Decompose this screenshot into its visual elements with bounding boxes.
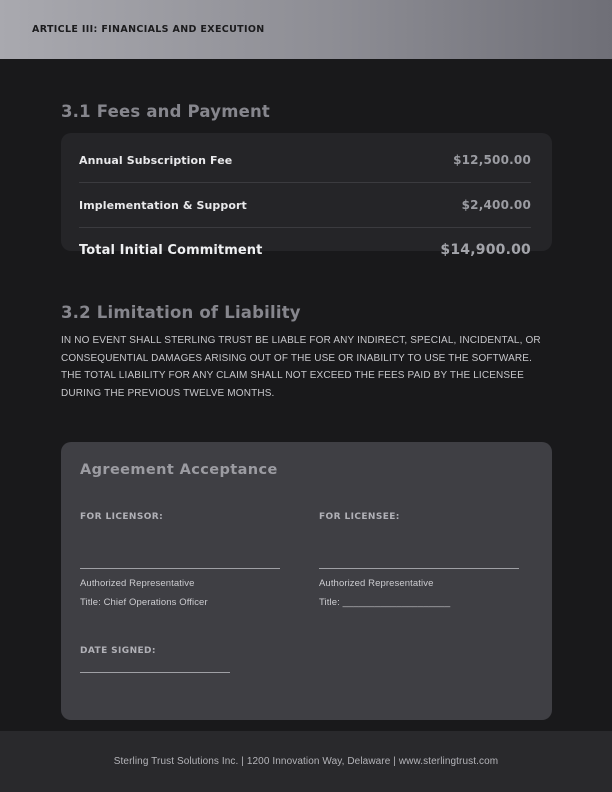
licensee-signer-title: Title: ____________________	[319, 597, 451, 609]
fee-row-implementation-support	[79, 183, 531, 227]
licensee-signature-line	[319, 568, 519, 569]
page-content	[0, 102, 612, 720]
date-signed-line	[80, 672, 230, 673]
licensor-signature-line	[80, 568, 280, 569]
licensor-signer-name: Authorized Representative	[80, 578, 195, 590]
licensor-signature-block	[80, 512, 280, 608]
liability-clause-text: IN NO EVENT SHALL STERLING TRUST BE LIABLE FOR ANY INDIRECT, SPECIAL, INCIDENTAL, OR CONSEQUENTIAL DAMAGES ARISING OUT OF THE USE OR INABILITY TO USE THE SOFTWARE. THE TOTAL LIABILITY FOR ANY CLAIM SHALL NOT EXCEED THE FEES PAID BY THE LICENSEE DURING THE PREVIOUS TWELVE MONTHS.	[61, 335, 541, 399]
licensor-signer-title: Title: Chief Operations Officer	[80, 597, 208, 609]
date-signed-label: DATE SIGNED:	[80, 646, 156, 657]
fees-table-card	[61, 133, 552, 258]
licensee-signer-name: Authorized Representative	[319, 578, 434, 590]
licensee-signature-block	[319, 512, 519, 608]
fee-label: Implementation & Support	[79, 198, 247, 212]
acceptance-card-title: Agreement Acceptance	[80, 462, 278, 479]
date-signed-block	[80, 646, 533, 673]
signature-columns	[80, 512, 533, 608]
fee-row-total	[79, 228, 531, 272]
fee-amount: $12,500.00	[453, 153, 531, 167]
footer-contact-text: Sterling Trust Solutions Inc. | 1200 Innovation Way, Delaware | www.sterlingtrust.com	[113, 756, 499, 767]
fee-row-annual-subscription	[79, 138, 531, 182]
licensee-label: FOR LICENSEE:	[319, 512, 400, 523]
total-amount: $14,900.00	[440, 242, 531, 258]
total-label: Total Initial Commitment	[79, 242, 263, 258]
fee-amount: $2,400.00	[461, 198, 531, 212]
fee-label: Annual Subscription Fee	[79, 153, 233, 167]
page-footer-bar	[0, 731, 612, 792]
article-header-title: ARTICLE III: FINANCIALS AND EXECUTION	[32, 24, 265, 35]
agreement-acceptance-card	[61, 442, 552, 720]
liability-section-heading: 3.2 Limitation of Liability	[61, 303, 301, 322]
article-header-bar	[0, 0, 612, 59]
licensor-label: FOR LICENSOR:	[80, 512, 164, 523]
fees-section-heading: 3.1 Fees and Payment	[61, 102, 271, 121]
